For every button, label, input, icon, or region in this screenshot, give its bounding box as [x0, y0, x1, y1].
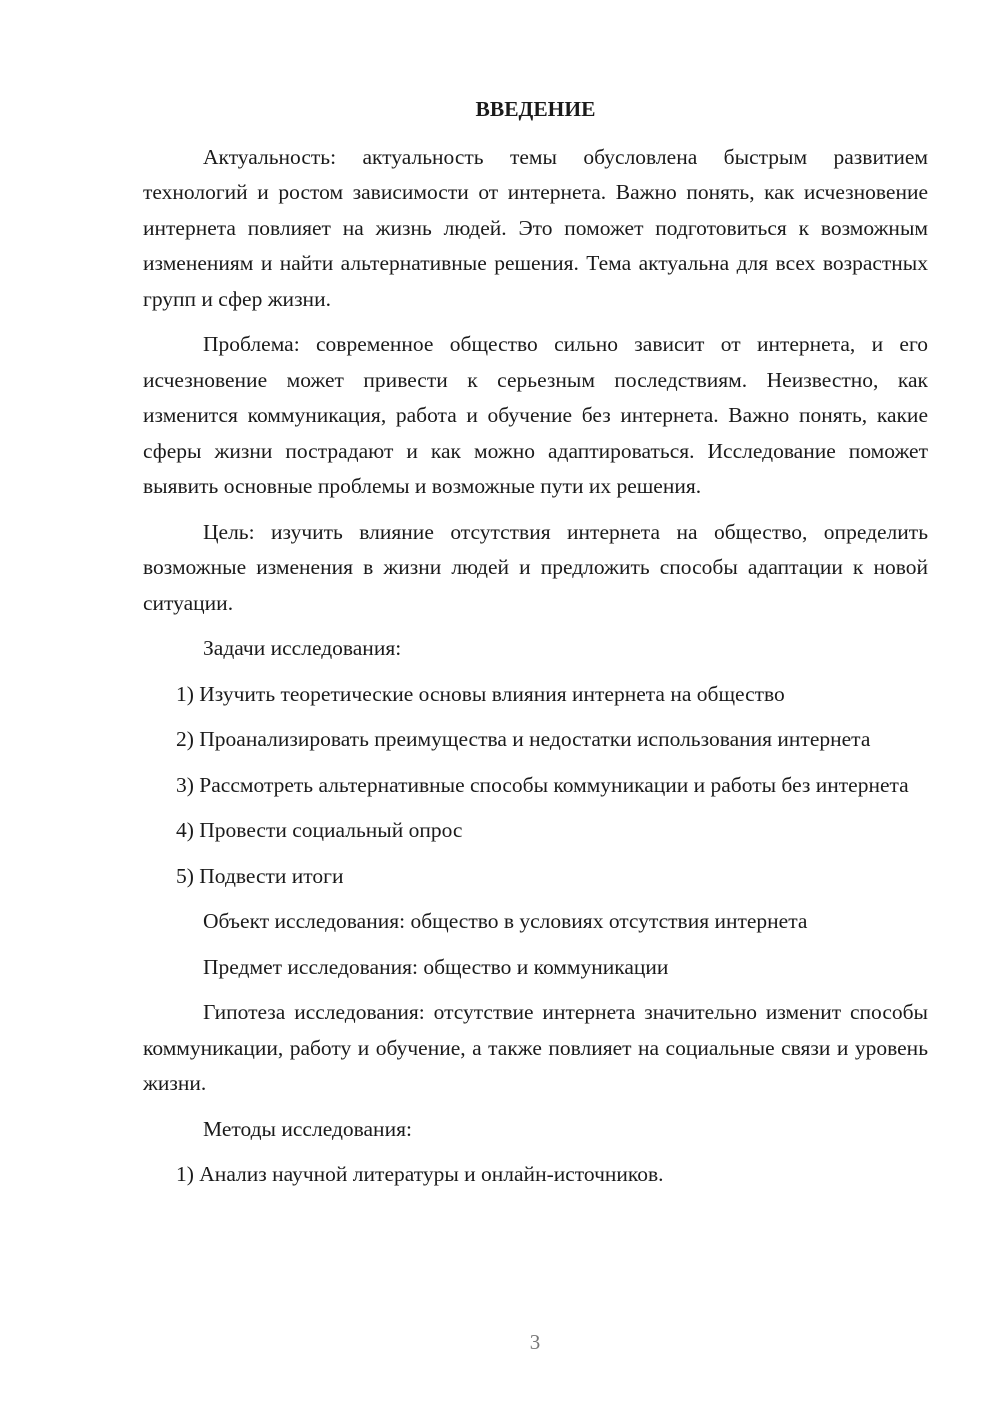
list-item: 1) Анализ научной литературы и онлайн-источников. — [176, 1162, 664, 1186]
relevance-paragraph: Актуальность: актуальность темы обусловлена быстрым развитием технологий и ростом зависимости от интернета. Важно понять, как исчезновение интернета повлияет на жизнь людей. Это поможет подготовиться к возможным изменениям и найти альтернативные решения. Тема актуальна для всех возрастных групп и сфер жизни. — [143, 144, 928, 311]
list-item: 3) Рассмотреть альтернативные способы коммуникации и работы без интернета — [176, 772, 909, 797]
methods-heading: Методы исследования: — [203, 1116, 412, 1141]
page-number: 3 — [529, 1330, 541, 1354]
problem-paragraph: Проблема: современное общество сильно зависит от интернета, и его исчезновение может привести к серьезным последствиям. Неизвестно, как изменится коммуникация, работа и обучение без интернета. Важно понять, какие сферы жизни пострадают и как можно адаптироваться. Исследование поможет выявить основные проблемы и возможные пути их решения. — [143, 332, 928, 498]
list-item: 5) Подвести итоги — [176, 863, 344, 888]
hypothesis-paragraph: Гипотеза исследования: отсутствие интернета значительно изменит способы коммуникации, работу и обучение, а также повлияет на социальные связи и уровень жизни. — [143, 1000, 928, 1095]
section-title: ВВЕДЕНИЕ — [475, 97, 596, 121]
tasks-heading: Задачи исследования: — [203, 636, 402, 660]
tasks-list — [143, 677, 928, 895]
document-page — [143, 92, 928, 1203]
list-item: 1) Изучить теоретические основы влияния интернета на общество — [176, 681, 785, 706]
list-item: 4) Провести социальный опрос — [176, 818, 463, 842]
methods-list — [143, 1157, 928, 1193]
subject-line: Предмет исследования: общество и коммуникации — [203, 954, 669, 979]
object-line: Объект исследования: общество в условиях отсутствия интернета — [203, 909, 808, 933]
goal-paragraph: Цель: изучить влияние отсутствия интернета на общество, определить возможные изменения в жизни людей и предложить способы адаптации к новой ситуации. — [143, 519, 928, 615]
list-item: 2) Проанализировать преимущества и недостатки использования интернета — [176, 727, 871, 751]
